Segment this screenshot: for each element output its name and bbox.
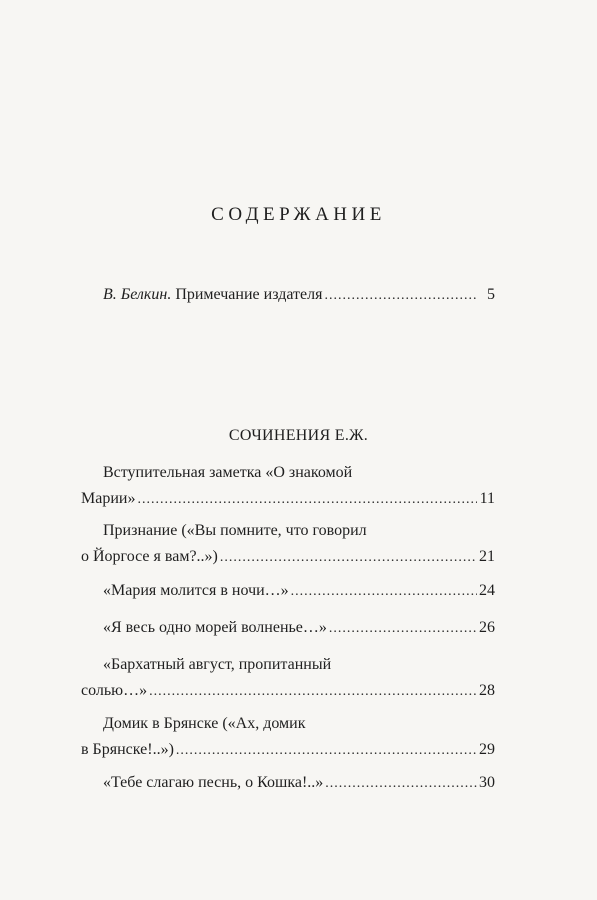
toc-entry[interactable]	[103, 615, 495, 642]
dot-leader	[329, 616, 477, 642]
dot-leader	[291, 579, 477, 605]
entry-title-line2: в Брянске!..»)	[81, 741, 174, 758]
toc-entry[interactable]	[81, 652, 495, 705]
dot-leader	[176, 738, 477, 764]
toc-entry[interactable]	[81, 518, 495, 571]
page-number: 28	[479, 682, 495, 699]
entry-title-line2: Марии»	[81, 490, 136, 507]
page-number: 30	[479, 774, 495, 791]
entry-title-line1: Признание («Вы помните, что говорил	[103, 522, 367, 539]
entry-title-line1: Вступительная заметка «О знакомой	[103, 464, 353, 481]
dot-leader	[149, 679, 477, 705]
entry-title-line2: солью…»	[81, 682, 148, 699]
page-number: 29	[479, 741, 495, 758]
toc-entry[interactable]	[81, 711, 495, 764]
page-number: 21	[479, 548, 495, 565]
page-number: 24	[479, 582, 495, 599]
entry-title: «Мария молится в ночи…»	[103, 582, 289, 599]
toc-entry-intro[interactable]	[103, 282, 495, 309]
entry-title: Примечание издателя	[175, 286, 323, 303]
toc-entry[interactable]	[103, 578, 495, 605]
page-number: 5	[487, 286, 495, 303]
author-name: В. Белкин.	[103, 286, 172, 303]
page-number: 26	[479, 619, 495, 636]
toc-entry[interactable]	[81, 460, 495, 513]
entry-title-line2: о Йоргосе я вам?..»)	[81, 548, 218, 565]
entry-title-line1: «Бархатный август, пропитанный	[103, 656, 332, 673]
dot-leader	[137, 487, 477, 513]
dot-leader	[325, 771, 477, 797]
toc-entry[interactable]	[103, 770, 495, 797]
dot-leader	[220, 545, 477, 571]
page-number: 11	[479, 490, 495, 507]
entry-title-line1: Домик в Брянске («Ах, домик	[103, 715, 306, 732]
entry-title: «Тебе слагаю песнь, о Кошка!..»	[103, 774, 324, 791]
entry-title: «Я весь одно морей волненье…»	[103, 619, 327, 636]
section-title: СОЧИНЕНИЯ Е.Ж.	[228, 427, 369, 444]
dot-leader	[325, 283, 478, 309]
toc-heading: СОДЕРЖАНИЕ	[211, 204, 386, 225]
